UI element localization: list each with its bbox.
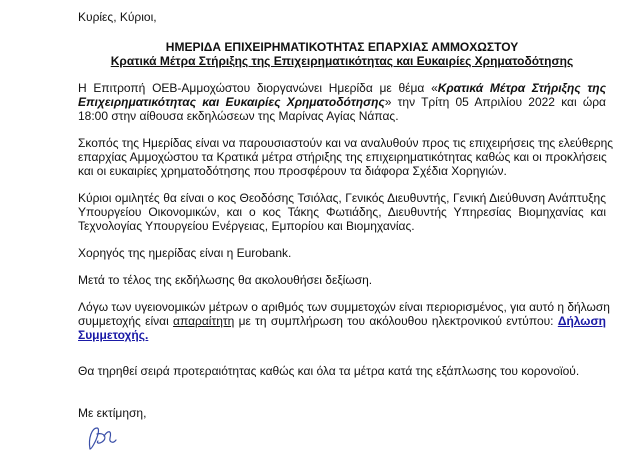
p1-line3: 18:00 στην αίθουσα εκδηλώσεων της Μαρίνας Αγίας Νάπας. [78, 109, 399, 123]
covid-notice: Θα τηρηθεί σειρά προτεραιότητας καθώς και όλα τα μέτρα κατά της εξάπλωσης του κορονοϊού. [78, 364, 580, 378]
p3-line2: Υπουργείου Οικονομικών, και ο κος Τάκης Φωτιάδης, Διευθυντής Υπηρεσίας Βιομηχανίας και [78, 205, 606, 219]
p6-line3 [78, 328, 148, 342]
event-title: ΗΜΕΡΙΔΑ ΕΠΙΧΕΙΡΗΜΑΤΙΚΟΤΗΤΑΣ ΕΠΑΡΧΙΑΣ ΑΜΜΟΧΩΣΤΟΥ [165, 40, 519, 54]
p1-line2: Επιχειρηματικότητας και Ευκαιρίες Χρηματοδότησης» την Τρίτη 05 Απριλίου 2022 και ώρα [78, 95, 606, 109]
reception-text: Μετά το τέλος της εκδήλωσης θα ακολουθήσει δεξίωση. [78, 273, 373, 287]
p2-line3: και οι ευκαιρίες χρηματοδότησης που προσφέρουν τα διάφορα Σχέδια Χορηγιών. [78, 164, 507, 178]
greeting: Κυρίες, Κύριοι, [78, 10, 157, 24]
p6-line1: Λόγω των υγειονομικών μέτρων ο αριθμός των συμμετοχών είναι περιορισμένος, για αυτό η δήλωση [78, 300, 610, 314]
registration-link-part1[interactable]: Δήλωση [557, 314, 606, 328]
event-theme-part1: Κρατικά Μέτρα Στήριξης της [437, 81, 606, 95]
event-subtitle: Κρατικά Μέτρα Στήριξης της Επιχειρηματικότητας και Ευκαιρίες Χρηματοδότησης [110, 54, 574, 68]
p2-line2: επαρχίας Αμμοχώστου τα Κρατικά μέτρα στήριξης της επιχειρηματικότητας καθώς και οι προκλήσεις [78, 150, 607, 164]
registration-link-part2[interactable]: Συμμετοχής. [78, 328, 149, 342]
p1-line1: Η Επιτροπή ΟΕΒ-Αμμοχώστου διοργανώνει Ημερίδα με θέμα «Κρατικά Μέτρα Στήριξης της [78, 81, 606, 95]
signature-image [82, 424, 122, 450]
p6-line2: συμμετοχής είναι απαραίτητη με τη συμπλήρωση του ακόλουθου ηλεκτρονικού εντύπου: Δήλωση [78, 314, 606, 328]
sponsor-text: Χορηγός της ημερίδας είναι η Eurobank. [78, 246, 292, 260]
p3-line3: Τεχνολογίας Υπουργείου Ενέργειας, Εμπορίου και Βιομηχανίας. [78, 219, 415, 233]
closing: Με εκτίμηση, [78, 406, 147, 420]
p3-line1: Κύριοι ομιλητές θα είναι ο κος Θεοδόσης Τσιόλας, Γενικός Διευθυντής, Γενική Διεύθυνση Ανάπτυξης [78, 191, 606, 205]
p2-line1: Σκοπός της Ημερίδας είναι να παρουσιαστούν και να αναλυθούν προς τις επιχειρήσεις της ελεύθερης [78, 136, 614, 150]
event-theme-part2: Επιχειρηματικότητας και Ευκαιρίες Χρηματοδότησης [78, 95, 385, 109]
mandatory-text: απαραίτητη [173, 314, 235, 328]
